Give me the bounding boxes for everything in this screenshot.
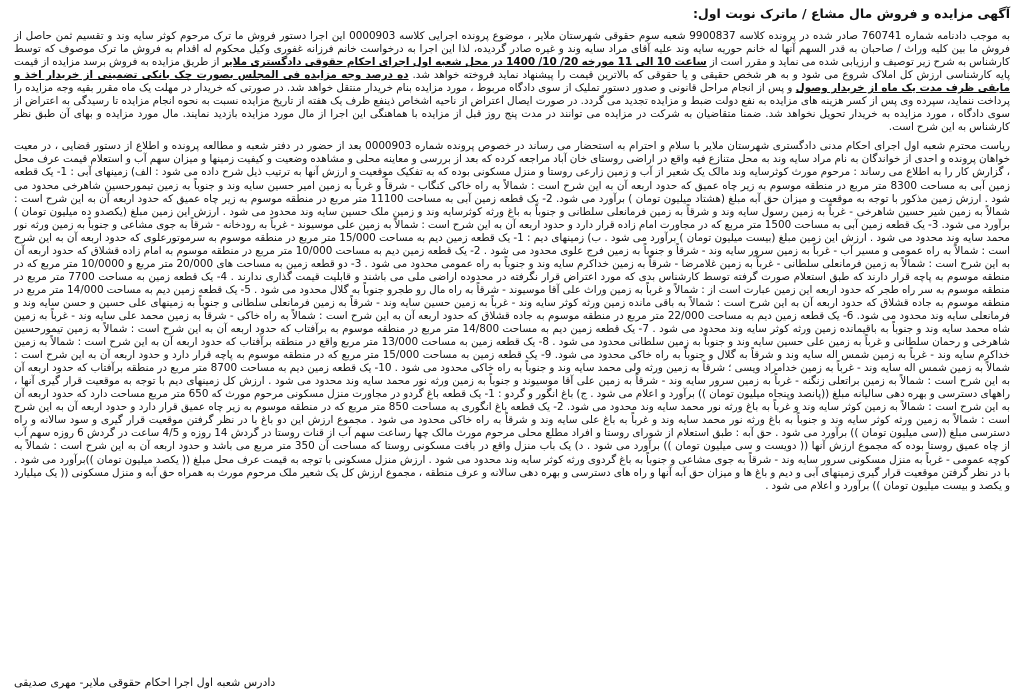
auction-date-location: ساعت 10 الی 11 مورخه 20/ 10/ 1400 در محل شعبه اول اجرای احکام حقوقی دادگستری ملایر [222,56,707,69]
intro-text-part-2: از طریق مزایده به فروش برسد مزایده از قیمت پایه کارشناسی ارزش کل املاک شروع می شود و به هر شخص حقیقی و یا حقوقی که بالاترین قیمت را پیشنهاد نماید فروخته خواهد شد. [14,56,1010,82]
notice-intro-paragraph [14,30,1010,134]
intro-text-part-1: به موجب دادنامه شماره 760741 صادر شده در پرونده کلاسه 9900837 شعبه سوم حقوقی شهرستان ملایر ، موضوع پرونده اجرایی کلاسه 0000903 این اجرا دستور فروش ما ترک مرحوم کوثر سایه وند و تقسیم ثمن حاصل از فروش ما بین کلیه وراث / صاحبان به قدر السهم آنها له خانم حوریه سایه وند علیه آقای مراد سایه وند و غیره صادر گردیده، لذا این اجرا به درخواست خانم فرزانه غفوری وکیل محکوم له اقدام به فروش ما ترک موصوف که توسط کارشناس به شرح زیر توصیف و ارزیابی شده می نماید و مقرر است از [14,30,1010,69]
signature-line: دادرس شعبه اول اجرا احکام حقوقی ملایر- مهری صدیقی [14,676,276,689]
notice-title: آگهی مزایده و فروش مال مشاع / ماترک نوبت اول: [692,6,1010,21]
expert-report-paragraph: ریاست محترم شعبه اول اجرای احکام مدنی دادگستری شهرستان ملایر با سلام و احترام به استحضار می رساند در خصوص پرونده شماره 0000903 بعد از حضور در دفتر شعبه و مطالعه پرونده و اطلاع از دستور قضایی ، در معیت خواهان پرونده و احدی از خواندگان به نام مراد سایه وند به محل متنازع فیه واقع در اراضی روستای خان آباد مراجعه کرده که بعد از بررسی و معاینه محلی و مشاهده وضعیت و کیفیت زمینها و میزان سهم آب و استعلام قیمت عرف محل ، گزارش کار را به اطلاع می رساند : مرحوم مورث کوثرسایه وند مالک یک شعیر از آب و زمین زارعی روستا و منزل مسکونی بوده که به تفکیک موقعیت و ارزش آنها به ترتیب ذیل شرح داده می شود : الف) زمینهای آبی : 1- یک قطعه زمین آبی به مساحت 8300 متر مربع در منطقه موسوم به زیر چاه عمیق که حدود اربعه آن به این شرح است : شمالاً به راه خاکی کنگاب - شرقاً و غرباً به زمین امیر حسین سایه وند و جنوباً به زمین تیمورحسین شاهرخی محدود می شود . ارزش زمین مذکور با توجه به موقعیت و میزان حق آبه مبلغ (هشتاد میلیون تومان ) برآورد می شود. 2- یک قطعه زمین آبی به مساحت 11100 متر مربع در منطقه موسوم به زیر چاه عمیق که حدود اربعه آن به این شرح است : شمالاً به زمین شیر حسین شاهرخی - غرباً به زمین رسول سایه وند و شرقاً به زمین فرمانعلی سلطانی و جنوباً به باغ ورثه کوثرسایه وند و زمین ملک حسین سایه وند محدود می شود . ارزش این زمین مبلغ (یکصدو ده میلیون تومان ) برآورد می شود. 3- یک قطعه زمین آبی به مساحت 1500 متر مربع که در مجاورت امام زاده قرار دارد و حدود اربعه آن به این شرح است : شمالاً به زمین علی موسیوند - غرباً به رودخانه - شرقاً به جوی مشاعی و جنوباً به زمین ورثه نور محمد سایه وند محدود می شود . ارزش این زمین مبلغ (بیست میلیون تومان ) برآورد می شود . ب) زمینهای دیم : 1- یک قطعه زمین دیم به مساحت 15/000 متر مربع در منطقه موسوم به سرموتورعلوی که حدود اربعه آن به این شرح است : شمالاً به راه عمومی و مسیر آب - غرباً به زمین سرور سایه وند - شرقاً و جنوباً به زمین فرج علوی محدود می شود . 2- یک قطعه زمین دیم به مساحت 10/000 متر مربع در منطقه موسوم به امام زاده قشلاق که حدود اربعه آن به این شرح است : شمالاً به زمین فرمانعلی سلطانی - غرباً به زمین غلامرضا - شرقاً به زمین خداکرم سایه وند و جنوباً به راه عمومی محدود می شود . 3- دو قطعه زمین به مساحت های 20/000 متر مربع و 10/0000 متر مربع که در منطقه موسوم به پاچه قرار دارند که طبق استعلام صورت گرفته توسط کارشناس بدی که مورد اعتراض قرار نگرفته در محدوده اراضی ملی می باشند و قابلیت قیمت گذاری ندارند . 4- یک قطعه زمین به مساحت 7700 متر مربع در منطقه موسوم به سر راه طجر که حدود اربعه این زمین عبارت است از : شمالاً و غرباً به زمین وراث علی آقا موسیوند - شرقاً به راه مال رو طجرو جنوباً به گلال محدود می شود . 5- یک قطعه زمین دیم به مساحت 14/000 متر مربع در منطقه موسوم به جاده قشلاق که حدود اربعه آن به این شرح است : شمالاً به باقی مانده زمین ورثه کوثر سایه وند - غرباً به زمین حسین سایه وند - شرقاً به زمین فرمانعلی سلطانی و جنوباً به زمینهای علی حسین و حسن سایه وند و فرمانعلی سایه وند محدود می شود. 6- یک قطعه زمین دیم به مساحت 22/000 متر مربع در منطقه موسوم به جاده قشلاق که حدود اربعه آن به این شرح است : شمالاً به راه خاکی - شرقاً به زمین محمد علی سایه وند - غرباً به زمین شاه محمد سایه وند و جنوباً به باقیمانده زمین ورثه کوثر سایه وند محدود می شود . 7- یک قطعه زمین دیم به مساحت 14/800 متر مربع در منطقه موسوم به برآفتاب که حدود اربعه آن به این شرح است : شمالاً به زمین تیمورحسین شاهرخی و رحمان سلطانی و غرباً به زمین علی حسین سایه وند و جنوباً به زمین سلطانی محدود می شود . 8- یک قطعه زمین به مساحت 13/000 متر مربع واقع در منطقه برآفتاب که حدود اربعه آن به این شرح است : شمالاً به زمین خداکرم سایه وند - غرباً به زمین شمس اله سایه وند و شرقاً به گلال و جنوباً به راه خاکی محدود می شود. 9- یک قطعه زمین به مساحت 15/000 متر مربع که در منطقه موسوم به پاچه قرار دارد و حدود اربعه آن به این شرح است : شمالاً به زمین شمس اله سایه وند - غرباً به زمین خدامراد ویسی ؛ شرقاً به زمین ورثه ولی محمد سایه وند و جنوباً به راه خاکی محدود می شود . 10- یک قطعه زمین دیم به مساحت 8700 متر مربع در منطقه برآفتاب که حدود اربعه آن به این شرح است : شمالاً به زمین براتعلی زنگنه - غرباً به زمین سرور سایه وند - شرقاً به زمین علی آقا موسیوند و جنوباً به زمین ورثه نور محمد سایه وند محدود می شود . ارزش کل زمینهای دیم با توجه به موقعیت قرار گیری آنها ، راههای دسترسی و بهره دهی سالیانه مبلغ ((پانصد وپنجاه میلیون تومان )) برآورد و اعلام می شود . ج) باغ انگور و گردو : 1- یک قطعه باغ گردو در مجاورت منزل مسکونی مرحوم مورث که 650 متر مربع مساحت دارد که حدود اربعه آن به این شرح است : شمالاً به زمین کوثر سایه وند و غرباً به باغ ورثه نور محمد سایه وند محدود می شود. 2- یک قطعه باغ انگوری به مساحت 850 متر مربع که در منطقه موسوم به زیر چاه عمیق قرار دارد و حدود اربعه آن به این شرح است : شمالاً به زمین ورثه کوثر سایه وند و جنوباً به باغ ورثه نور محمد سایه وند و غرباً به باغ علی سایه وند و شرقاً به راه خاکی محدود می شود . مجموع ارزش این دو باغ با در نظر گرفتن موقعیت قرار گیری و سود سالانه و راه دسترسی مبلغ ((سی میلیون تومان )) برآورد می شود . حق آبه : طبق استعلام از شورای روستا و افراد مطلع محلی مرحوم مورث مالک چها رساعت سهم آب از قنات روستا در گردش 14 روزه و 4/5 ساعت در گردش 6 روزه سهم آب از چاه عمیق روستا بوده که مجموع ارزش آنها (( دویست و سی میلیون تومان )) برآورد می شود . د) یک باب منزل واقع در بافت مسکونی روستا که مساحت آن 350 متر مربع می باشد و حدود اربعه آن به این شرح است : شمالاً به کوچه عمومی - غرباً به منزل مسکونی سرور سایه وند - شرقاً به جوی مشاعی و جنوباً به باغ گردوی ورثه کوثر سایه وند محدود می شود . ارزش منزل مسکونی با توجه به قیمت عرف محل مبلغ (( یکصد میلیون تومان ))برآورد می شود . با در نظر گرفتن موقعیت قرار گیری زمینهای آبی و دیم و باغ ها و میزان حق آبه آنها و راه های دسترسی و بهره دهی سالانه و عرف منطقه ، مجموع ارزش کل یک شعیر ملک مرحوم مورث به همراه حق آبه و منزل مسکونی (( یک میلیارد و یکصد و بیست میلیون تومان )) برآورد و اعلام می شود . [14,140,1011,492]
intro-text-part-3: و پس از انجام مراحل قانونی و صدور دستور تملیک از سوی دادگاه مربوط ، مورد مزایده بنام خریدار منتقل خواهد شد. در صورتی که خریدار در مهلت یک ماه مقرر بقیه وجه مزایده را پرداخت ننماید، سپرده وی پس از کسر هزینه های مزایده به نفع دولت ضبط و مزایده تجدید می گردد. در صورت ایصال اعتراض از ناحیه اشخاص ذینفع ظرف یک هفته از تاریخ مزایده نسبت به نحوه انجام مزایده تا رسیدگی به اعتراض از سوی دادگاه ، مورد مزایده به خریدار تحویل نخواهد شد. ضمنا متقاضیان به شرکت در مزایده می توانند در مدت پنج روز قبل از مزایده با هماهنگی این اجرا از مال مورد مزایده بازدید نمایند. مال مورد مزایده و بهای آن طبق نظر کارشناس به این شرح است. [14,82,1010,134]
deposit-terms: ده درصد وجه مزایده فی المجلس بصورت چک بانکی تضمینی از خریدار اخذ و مابقی ظرف مدت یک ماه از خریدار وصول [14,69,1010,95]
